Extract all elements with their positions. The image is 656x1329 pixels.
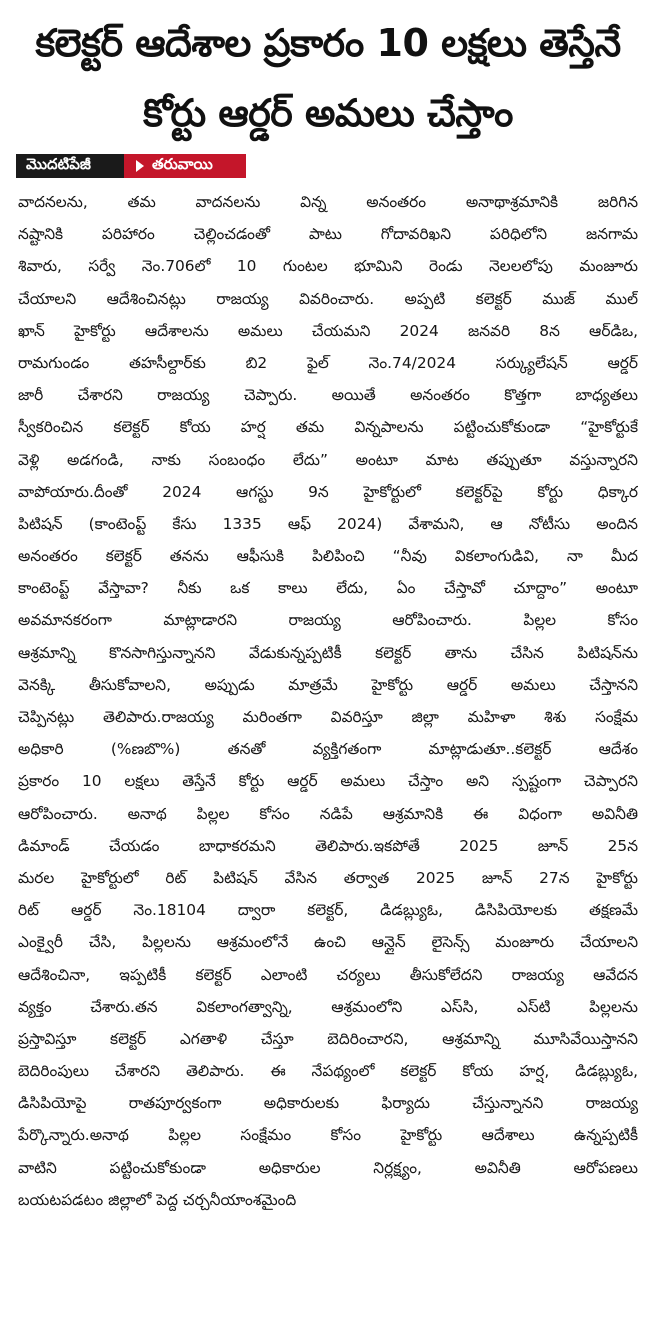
body-line: వెనక్కి తీసుకోవాలని, అప్పుడు మాత్రమే హైకోర్టు ఆర్డర్ అమలు చేస్తానని (18, 675, 638, 694)
headline-line-2: కోర్టు ఆర్డర్ అమలు చేస్తాం (143, 91, 513, 135)
body-line: ఆదేశించినా, ఇప్పటికీ కలెక్టర్ ఎలాంటి చర్యలు తీసుకోలేదని రాజయ్య ఆవేదన (18, 965, 638, 984)
body-line: ఆరోపించారు. అనాథ పిల్లల కోసం నడిపే ఆశ్రమానికి ఈ విధంగా అవినీతి (18, 804, 638, 823)
body-line: ఖాన్ హైకోర్టు ఆదేశాలను అమలు చేయమని 2024 జనవరి 8న ఆర్‌డిఒ, (18, 321, 638, 340)
body-line: అధికారి (%ణబొ%) తనతో వ్యక్తిగతంగా మాట్లాడుతూ..కలెక్టర్ ఆదేశం (18, 740, 638, 759)
body-line: వాటిని పట్టించుకోకుండా అధికారుల నిర్లక్ష్యం, అవినీతి ఆరోపణలు (18, 1158, 638, 1177)
body-line: డిమాండ్ చేయడం బాధాకరమని తెలిపారు.ఇకపోతే 2025 జూన్ 25న (18, 836, 638, 855)
body-line: ఎంక్వైరీ చేసి, పిల్లలను ఆశ్రమంలోనే ఉంచి ఆన్లైన్ లైసెన్స్ మంజూరు చేయాలని (18, 933, 638, 952)
first-page-tag: మొదటిపేజీ (16, 154, 124, 178)
continued-tag-label: తరువాయి (152, 155, 213, 173)
top-edge (0, 0, 656, 6)
body-line: చెప్పినట్లు తెలిపారు.రాజయ్య మరింతగా వివరిస్తూ జిల్లా మహిళా శిశు సంక్షేమ (18, 708, 638, 726)
body-line: వాదనలను, తమ వాదనలను విన్న అనంతరం అనాథాశ్రమానికి జరిగిన (18, 193, 638, 211)
body-line: వాపోయారు.దీంతో 2024 ఆగస్టు 9న హైకోర్టులో కలెక్టర్‌పై కోర్టు ధిక్కార (18, 482, 638, 501)
body-line: రామగుండం తహసీల్దార్‌కు బి2 ఫైల్ నెం.74/2024 సర్క్యులేషన్ ఆర్డర్ (18, 353, 638, 372)
headline-line-1: కలెక్టర్ ఆదేశాల ప్రకారం 10 లక్షలు తెస్తేనే (35, 21, 621, 65)
body-line: స్వీకరించిన కలెక్టర్ కోయ హర్ష తమ విన్నపాలను పట్టించుకోకుండా “హైకోర్టుకే (18, 418, 638, 437)
body-line: వ్యక్తం చేశారు.తన వికలాంగత్వాన్ని, ఆశ్రమంలోని ఎస్‌సి, ఎస్‌టి పిల్లలను (18, 997, 638, 1016)
body-line: పిటిషన్ (కాంటెంప్ట్ కేసు 1335 ఆఫ్ 2024) వేశామని, ఆ నోటీసు అందిన (18, 514, 638, 533)
body-line: ప్రకారం 10 లక్షలు తెస్తేనే కోర్టు ఆర్డర్ అమలు చేస్తాం అని స్పష్టంగా చెప్పారని (18, 772, 638, 791)
body-line: జారీ చేశారని రాజయ్య చెప్పారు. అయితే అనంతరం కొత్తగా బాధ్యతలు (18, 386, 638, 405)
body-line: చేయాలని ఆదేశించినట్లు రాజయ్య వివరించారు. అప్పటి కలెక్టర్ ముజ్ ముల్ (18, 289, 638, 308)
body-line: ప్రస్తావిస్తూ కలెక్టర్ ఎగతాళి చేస్తూ బెదిరించారని, ఆశ్రమాన్ని మూసివేయిస్తానని (18, 1029, 638, 1048)
body-line: మరల హైకోర్టులో రిట్ పిటిషన్ వేసిన తర్వాత 2025 జూన్ 27న హైకోర్టు (18, 868, 638, 887)
body-line: అనంతరం కలెక్టర్ తనను ఆఫీసుకి పిలిపించి “నీవు వికలాంగుడివి, నా మీద (18, 547, 638, 566)
continued-tag (124, 154, 246, 178)
body-line: వెళ్లి అడగండి, నాకు సంబంధం లేదు” అంటూ మాట తప్పుతూ వస్తున్నారని (18, 450, 638, 469)
body-line: బెదిరింపులు చేశారని తెలిపారు. ఈ నేపథ్యంలో కలెక్టర్ కోయ హర్ష, డిడబ్ల్యుఓ, (18, 1062, 638, 1081)
body-line: అవమానకరంగా మాట్లాడారని రాజయ్య ఆరోపించారు. పిల్లల కోసం (18, 611, 638, 630)
body-line: డిసిపియోపై రాతపూర్వకంగా అధికారులకు ఫిర్యాదు చేస్తున్నానని రాజయ్య (18, 1094, 638, 1113)
body-line: బయటపడటం జిల్లాలో పెద్ద చర్చనీయాంశమైంది (18, 1190, 297, 1209)
headline (16, 0, 640, 148)
article-body (16, 186, 640, 1216)
triangle-right-icon (136, 160, 144, 172)
body-line: శివారు, సర్వే నెం.706లో 10 గుంటల భూమిని రెండు నెలలలోపు మంజూరు (18, 257, 638, 276)
body-line: పేర్కొన్నారు.అనాథ పిల్లల సంక్షేమం కోసం హైకోర్టు ఆదేశాలు ఉన్నప్పటికీ (18, 1126, 638, 1145)
body-line: ఆశ్రమాన్ని కొనసాగిస్తున్నానని వేడుకున్నప్పటికీ కలెక్టర్ తాను చేసిన పిటిషన్‌ను (18, 643, 638, 662)
body-line: రిట్ ఆర్డర్ నెం.18104 ద్వారా కలెక్టర్, డిడబ్ల్యుఓ, డిసిపియోలకు తక్షణమే (18, 901, 638, 920)
continuation-tag-bar (16, 154, 640, 178)
body-line: కాంటెంప్ట్ వేస్తావా? నీకు ఒక కాలు లేదు, ఏం చేస్తావో చూద్దాం” అంటూ (18, 579, 638, 598)
body-line: నష్టానికి పరిహారం చెల్లించడంతో పాటు గోదావరిఖని పరిధిలోని జనగామ (18, 225, 638, 244)
